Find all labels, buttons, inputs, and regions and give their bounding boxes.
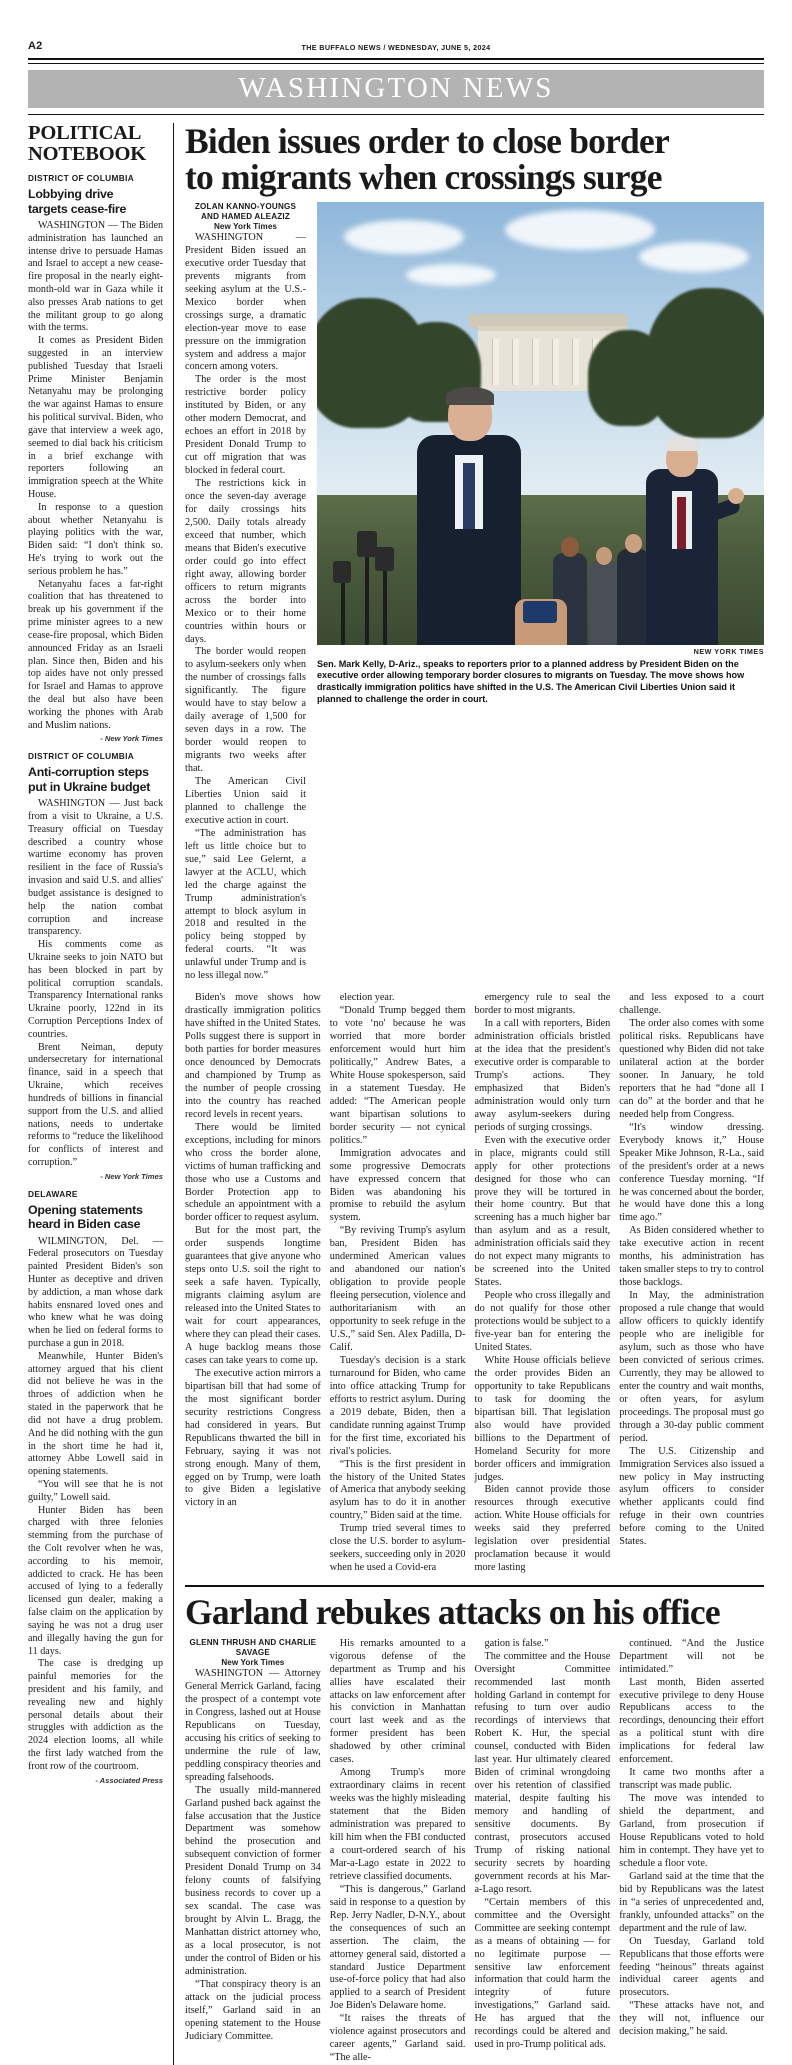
- bottom-story-byline: [185, 1638, 321, 1668]
- paragraph: Netanyahu faces a far-right coalition that has threatened to break up his government if the prime minister agrees to a new cease-fire proposal, which Biden announced Friday as an Israeli plan. Since then, Biden and his top aides have not only pressed for Israel and Hamas to approve the deal but also have been working the phones with Arab and Muslim nations.: [28, 579, 163, 733]
- tie-shape: [463, 463, 475, 529]
- paragraph: The executive action mirrors a bipartisan bill that had some of the most significant border security restrictions Congress had considered in years. But Republicans thwarted the bill in February, saying it was not strong enough. Many of them, egged on by Trump, were loath to give Biden a legislative victory in an: [185, 1368, 321, 1510]
- paragraph: Last month, Biden asserted executive privilege to deny House Republicans access to the recordings, denouncing their effort as a political stunt with dire implications for federal law enforcement.: [619, 1677, 764, 1768]
- masthead: [28, 0, 764, 52]
- hand-shape: [728, 488, 744, 504]
- notebook-kicker: DELAWARE: [28, 1189, 163, 1199]
- paragraph: The order also comes with some political risks. Republicans have questioned why Biden did not take unilateral action at the border sooner. In January, he told reporters that he had “done all I can do” at the border and that he needed help from Congress.: [619, 1018, 764, 1122]
- lead-headline-line2: to migrants when crossings surge: [185, 159, 764, 196]
- microphone-head: [333, 561, 351, 583]
- lead-story-headline[interactable]: [185, 123, 764, 196]
- lead-story-body-col3: [475, 992, 620, 1575]
- tie-shape: [677, 497, 686, 549]
- notebook-credit: - Associated Press: [28, 1776, 163, 1785]
- press-figure-head: [561, 537, 579, 557]
- bottom-story-body-col1: [185, 1668, 321, 2044]
- bottom-story-body-col3: [475, 1638, 620, 2065]
- paragraph: In a call with reporters, Biden administration officials bristled at the idea that the president's executive order is comparable to Trump's actions. They emphasized that Biden's administration would only turn away asylum-seekers during periods of surging crossings.: [475, 1018, 611, 1135]
- paragraph: The American Civil Liberties Union said it planned to challenge the executive action in court.: [185, 776, 306, 828]
- paragraph: But for the most part, the order suspends longtime guarantees that give anyone who steps onto U.S. soil the right to seek a safe haven. Typically, migrants claiming asylum are released into the United States to wait for court appearances, where they can plead their cases. A huge backlog means those cases can take years to come up.: [185, 1225, 321, 1367]
- paragraph: and less exposed to a court challenge.: [619, 992, 764, 1018]
- photo-caption: Sen. Mark Kelly, D-Ariz., speaks to reporters prior to a planned address by President Biden on the executive order allowing temporary border closures to migrants on Tuesday. The move shows how drastically immigration politics have shifted in the U.S. The American Civil Liberties Union said it planned to challenge the order in court.: [317, 659, 764, 706]
- bottom-story-headline[interactable]: Garland rebukes attacks on his office: [185, 1594, 764, 1631]
- paragraph: The order is the most restrictive border policy instituted by Biden, or any other modern Democrat, and echoes an effort in 2018 by President Donald Trump to cut off migration that was blocked in federal court.: [185, 374, 306, 478]
- publication-line: THE BUFFALO NEWS / WEDNESDAY, JUNE 5, 2024: [0, 43, 792, 52]
- paragraph: “By reviving Trump's asylum ban, President Biden has undermined American values and abandoned our nation's obligation to provide people fleeing persecution, violence and authoritarianism with an opportunity to seek refuge in the U.S.,” said Sen. Alex Padilla, D-Calif.: [330, 1225, 466, 1355]
- notebook-kicker: DISTRICT OF COLUMBIA: [28, 751, 163, 761]
- phone-device: [523, 601, 557, 623]
- paragraph: In May, the administration proposed a rule change that would allow officers to quickly identify people who are ineligible for asylum, such as those who have been convicted of serious crimes. Currently, they may be allowed to enter the country and wait months, or often years, for asylum proceedings. The proposal must go through a 30-day public comment period.: [619, 1290, 764, 1445]
- lead-story-photo-block: [315, 202, 764, 984]
- cloud-shape: [344, 220, 464, 254]
- president-biden-figure: [622, 409, 740, 645]
- paragraph: “You will see that he is not guilty,” Lowell said.: [28, 1479, 163, 1505]
- microphone-head: [357, 531, 377, 557]
- paragraph: “These attacks have not, and they will not, influence our decision making,” he said.: [619, 2000, 764, 2039]
- lead-story-columns: [185, 992, 764, 1575]
- notebook-kicker: DISTRICT OF COLUMBIA: [28, 173, 163, 183]
- bottom-story-col1: [185, 1638, 330, 2065]
- hair-shape: [665, 437, 699, 451]
- paragraph: gation is false.”: [475, 1638, 611, 1651]
- paragraph: As Biden considered whether to take executive action in recent months, his administration has taken smaller steps to try to control those backlogs.: [619, 1225, 764, 1290]
- bottom-story-body-col2: [330, 1638, 475, 2065]
- paragraph: “It's window dressing. Everybody knows it,” House Speaker Mike Johnson, R-La., said of the president's order at a news conference Tuesday morning. “If he was concerned about the border, he would have done this a long time ago.”: [619, 1122, 764, 1226]
- page-content: [28, 123, 764, 2065]
- lead-story-top: [185, 202, 764, 984]
- cloud-shape: [505, 210, 655, 250]
- byline-organization: New York Times: [185, 222, 306, 232]
- notebook-body: [28, 798, 163, 1170]
- paragraph: In response to a question about whether Netanyahu is playing politics with the war, Biden said: “I don't think so. He's trying to work out the serious problem he has.”: [28, 502, 163, 579]
- paragraph: Trump tried several times to close the U.S. border to asylum-seekers, succeeding only in 2020 when he used a Covid-era: [330, 1523, 466, 1575]
- notebook-headline-line2: heard in Biden case: [28, 1217, 163, 1231]
- political-notebook-title: [28, 123, 163, 166]
- section-banner-label: WASHINGTON NEWS: [238, 74, 553, 103]
- paragraph: Immigration advocates and some progressive Democrats have expressed concern that Biden was abandoning his promise to rebuild the asylum system.: [330, 1148, 466, 1226]
- cloud-shape: [406, 264, 496, 286]
- notebook-headline-line1: Opening statements: [28, 1203, 163, 1217]
- paragraph: WASHINGTON — The Biden administration has launched an intense drive to persuade Hamas and Israel to accept a new cease-fire proposal in the nearly eight-month-old war in Gaza while it also presses Arab nations to get the militant group to go along with the terms.: [28, 220, 163, 335]
- garland-story: [185, 1594, 764, 2065]
- lead-headline-line1: Biden issues order to close border: [185, 123, 764, 160]
- paragraph: It comes as President Biden suggested in an interview published Tuesday that Israeli Prime Minister Benjamin Netanyahu may be prolonging the war against Hamas to ensure his political survival. Biden, who gave that interview a week ago, seemed to dial back his criticism in a brief exchange with reporters following an immigration speech at the White House.: [28, 335, 163, 502]
- paragraph: The restrictions kick in once the seven-day average for daily crossings hits 2,500. Daily totals already exceed that number, which means that Biden's executive order could go into effect right away, allowing border officers to return migrants across the border into Mexico or to their home countries within hours or days.: [185, 478, 306, 646]
- notebook-headline-line1: Anti-corruption steps: [28, 765, 163, 779]
- byline-organization: New York Times: [185, 1658, 321, 1668]
- paragraph: People who cross illegally and do not qualify for those other protections would be subject to a five-year ban for entering the United States.: [475, 1290, 611, 1355]
- notebook-headline-line2: put in Ukraine budget: [28, 780, 163, 794]
- paragraph: White House officials believe the order provides Biden an opportunity to take Republicans to task for dooming the bipartisan bill. That legislation also would have provided billions to the Department of Homeland Security for more border officers and immigration judges.: [475, 1355, 611, 1485]
- hair-shape: [446, 387, 494, 405]
- paragraph: WILMINGTON, Del. — Federal prosecutors on Tuesday painted President Biden's son Hunter as deceptive and driven by addiction, a man whose dark habits ensnared loved ones and who knew what he was doing when he lied on federal forms to purchase a gun in 2018.: [28, 1236, 163, 1351]
- paragraph: Hunter Biden has been charged with three felonies stemming from the purchase of the Colt revolver when he was, according to his memoir, addicted to crack. He has been accused of lying to a federally licensed gun dealer, making a false claim on the application by saying he was not a drug user and illegally having the gun for 11 days.: [28, 1505, 163, 1659]
- paragraph: “This is the first president in the history of the United States of America that anybody seeking asylum has to do it in another country,” Biden said at the time.: [330, 1459, 466, 1524]
- paragraph: continued. “And the Justice Department will not be intimidated.”: [619, 1638, 764, 1677]
- paragraph: The U.S. Citizenship and Immigration Services also issued a new policy in May instructing asylum officers to consider whether applicants could find refuge in their own countries before coming to the United States.: [619, 1446, 764, 1550]
- paragraph: emergency rule to seal the border to most migrants.: [475, 992, 611, 1018]
- notebook-headline: [28, 187, 163, 216]
- notebook-body: [28, 220, 163, 733]
- bottom-story-columns: [185, 1638, 764, 2065]
- lead-story-body-col2: [330, 992, 475, 1575]
- cloud-shape: [639, 242, 749, 272]
- byline-line2: AND HAMED ALEAZIZ: [185, 212, 306, 222]
- paragraph: Garland said at the time that the bid by Republicans was the latest in “a series of unprecedented and, frankly, unfounded attacks” on the department and the rule of law.: [619, 1871, 764, 1936]
- notebook-headline: [28, 765, 163, 794]
- paragraph: On Tuesday, Garland told Republicans that those efforts were feeding “heinous” threats against individual career agents and prosecutors.: [619, 1936, 764, 2001]
- lead-story-body-col1-cont: [185, 992, 330, 1575]
- press-conference-photo: [317, 202, 764, 645]
- paragraph: Among Trump's more extraordinary claims in recent weeks was the highly misleading statement that the Biden administration was prepared to kill him when the FBI conducted a court-ordered search of his Mar-a-Lago estate in 2022 to retrieve classified documents.: [330, 1767, 466, 1884]
- section-banner: [28, 70, 764, 108]
- notebook-body: [28, 1236, 163, 1774]
- story-divider-rule: [185, 1585, 764, 1587]
- section-rule: [28, 114, 764, 115]
- paragraph: election year.: [330, 992, 466, 1005]
- paragraph: The case is dredging up painful memories for the president and his family, and revealing new and highly personal details about their struggles with addiction as the 2024 election looms, all while the first lady watched from the front row of the courtroom.: [28, 1658, 163, 1773]
- notebook-item[interactable]: [28, 751, 163, 1180]
- paragraph: Brent Neiman, deputy undersecretary for international finance, said in a speech that Ukraine, which receives hundreds of billions in financial support from the U.S. and allied nations, needs to undertake reforms to “reduce the likelihood for conflicts of interest and corruption.”: [28, 1042, 163, 1170]
- notebook-credit: - New York Times: [28, 734, 163, 743]
- paragraph: “Donald Trump begged them to vote ‘no' because he was worried that more border enforcement would hurt him politically,” Andrew Bates, a White House spokesperson, said in a statement Tuesday. He added: “The American people want bipartisan solutions to border security — not cynical politics.”: [330, 1005, 466, 1147]
- paragraph: WASHINGTON — Attorney General Merrick Garland, facing the prospect of a contempt vote in Congress, lashed out at House Republicans on Tuesday, accusing his critics of seeking to undermine the rule of law, peddling conspiracy theories and spreading falsehoods.: [185, 1668, 321, 1785]
- paragraph: It came two months after a transcript was made public.: [619, 1767, 764, 1793]
- main-stories: [174, 123, 764, 2065]
- paragraph: “It raises the threats of violence against prosecutors and career agents,” Garland said. “The alle-: [330, 2013, 466, 2065]
- microphone-head: [375, 547, 394, 571]
- paragraph: Meanwhile, Hunter Biden's attorney argued that his client did not believe he was in the throes of addiction when he stated in the paperwork that he did not have a drug problem. And he did nothing with the gun in the short time he had it, attorney Abbe Lowell said in opening statements.: [28, 1351, 163, 1479]
- paragraph: “The administration has left us little choice but to sue,” said Lee Gelernt, a lawyer at the ACLU, which led the charge against the Trump administration's attempt to block asylum in 2018 and resulted in the policy being stopped by federal courts. “It was unlawful under Trump and is no less illegal now.”: [185, 828, 306, 983]
- political-notebook-rail: [28, 123, 174, 2065]
- microphone-stand: [365, 549, 369, 645]
- paragraph: The move was intended to shield the department, and Garland, from prosecution if House Republicans voted to hold him in contempt. They have yet to schedule a floor vote.: [619, 1793, 764, 1871]
- paragraph: Tuesday's decision is a stark turnaround for Biden, who came into office attacking Trump for efforts to restrict asylum. During a 2019 debate, Biden, then a candidate running against Trump for the first time, excoriated his rival's policies.: [330, 1355, 466, 1459]
- press-figure: [589, 561, 619, 645]
- page-folio: A2: [28, 40, 42, 52]
- column-shape: [572, 339, 579, 385]
- paragraph: Biden's move shows how drastically immigration politics have shifted in the United States. Polls suggest there is support in both parties for border measures once denounced by Democrats and championed by Trump as the number of people crossing into the country has reached record levels in recent years.: [185, 992, 321, 1122]
- paragraph: His remarks amounted to a vigorous defense of the department as Trump and his allies have escalated their attacks on law enforcement after his conviction in Manhattan court last week and as the former president has been shadowed by other criminal cases.: [330, 1638, 466, 1768]
- microphone-stand: [341, 575, 345, 645]
- byline-authors: GLENN THRUSH AND CHARLIE SAVAGE: [185, 1638, 321, 1658]
- paragraph: His comments come as Ukraine seeks to join NATO but has been blocked in part by political corruption scandals. Transparency International ranks Ukraine poorly, 122nd in its Corruption Perceptions Index of countries.: [28, 939, 163, 1042]
- notebook-headline: [28, 1203, 163, 1232]
- paragraph: Biden cannot provide those resources through executive action. White House officials for weeks said they preferred legislation over presidential proclamation because it would more lasting: [475, 1484, 611, 1575]
- paragraph: The usually mild-mannered Garland pushed back against the false accusation that the Justice Department was somehow behind the prosecution and subsequent conviction of former President Donald Trump on 34 felony counts of falsifying business records to cover up a sex scandal. The case was brought by Alvin L. Bragg, the Manhattan district attorney who, as a local prosecutor, is not under the control of Biden or his administration.: [185, 1785, 321, 1979]
- notebook-title-line2: NOTEBOOK: [28, 144, 163, 165]
- paragraph: The committee and the House Oversight Committee recommended last month holding Garland in contempt for refusing to turn over audio recordings of interviews that Robert K. Hur, the special counsel, conducted with Biden last year. Hur ultimately cleared Biden of criminal wrongdoing over his retention of classified material, despite faulting his memory and handling of sensitive documents. By contrast, prosecutors accused Trump of risking national security secrets by hoarding government records at his Mar-a-Lago resort.: [475, 1651, 611, 1897]
- notebook-title-line1: POLITICAL: [28, 123, 163, 144]
- notebook-headline-line2: targets cease-fire: [28, 202, 163, 216]
- masthead-rule: [28, 58, 764, 64]
- lead-story-body-col4: [619, 992, 764, 1575]
- paragraph: The border would reopen to asylum-seekers only when the number of crossings falls significantly. The figure would have to stay below a daily average of 1,500 for seven days in a row. The border would reopen to migrants two weeks after that.: [185, 646, 306, 776]
- byline-line1: ZOLAN KANNO-YOUNGS: [185, 202, 306, 212]
- paragraph: WASHINGTON — Just back from a visit to Ukraine, a U.S. Treasury official on Tuesday described a country whose wartime economy has proven resilient in the face of Russia's invasion and said U.S. and allies' budget assistance is designed to help the nation combat corruption and increase transparency.: [28, 798, 163, 939]
- notebook-credit: - New York Times: [28, 1172, 163, 1181]
- notebook-item[interactable]: [28, 173, 163, 743]
- paragraph: WASHINGTON — President Biden issued an executive order Tuesday that prevents migrants from seeking asylum at the U.S.-Mexico border when crossings surge, a dramatic election-year move to ease pressure on the immigration system and address a major concern among voters.: [185, 232, 306, 374]
- bottom-story-body-col4: [619, 1638, 764, 2065]
- paragraph: Even with the executive order in place, migrants could still apply for other protections designed for those who can prove they will be tortured in their home country. But that screening has a much higher bar than asylum and as a result, administration officials said they do not expect many migrants to be screened into the United States.: [475, 1135, 611, 1290]
- notebook-item[interactable]: [28, 1189, 163, 1785]
- microphone-stand: [383, 563, 387, 645]
- photo-credit: NEW YORK TIMES: [317, 647, 764, 656]
- lead-story-column-1: [185, 202, 315, 984]
- paragraph: There would be limited exceptions, including for minors who cross the border alone, victims of human trafficking and those who use a Customs and Border Protection app to schedule an appointment with a border officer to request asylum.: [185, 1122, 321, 1226]
- notebook-headline-line1: Lobbying drive: [28, 187, 163, 201]
- paragraph: “This is dangerous,” Garland said in response to a question by Rep. Jerry Nadler, D-N.Y., about the consequences of such an assertion. The claim, the attorney general said, distorted a standard Justice Department use-of-force policy that had also applied to a search of President Joe Biden's Delaware home.: [330, 1884, 466, 2014]
- paragraph: “That conspiracy theory is an attack on the judicial process itself,” Garland said in an opening statement to the House Judiciary Committee.: [185, 1979, 321, 2044]
- paragraph: “Certain members of this committee and the Oversight Committee are seeking contempt as a means of obtaining — for no legitimate purpose — sensitive law enforcement information that could harm the integrity of future investigations,” Garland said. He has argued that the recordings could be altered and used in pro-Trump political ads.: [475, 1897, 611, 2052]
- column-shape: [552, 339, 559, 385]
- press-figure-head: [596, 547, 612, 565]
- lead-story-byline: [185, 202, 306, 232]
- lead-story-body-col1: [185, 232, 306, 983]
